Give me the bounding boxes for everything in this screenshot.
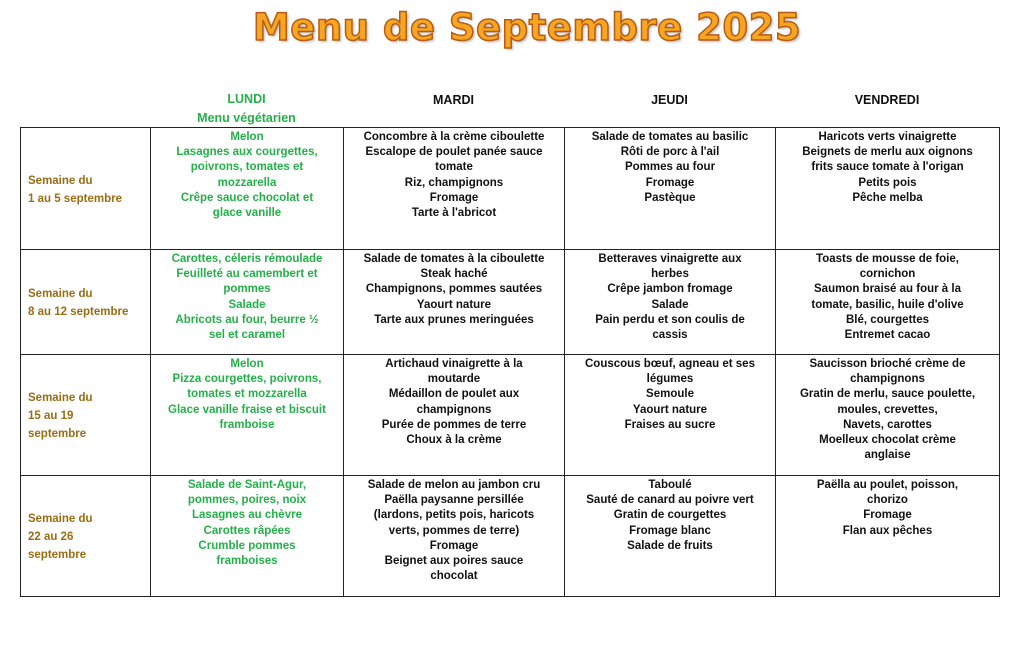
menu-item-line: Carottes, céleris rémoulade: [171, 253, 323, 265]
week-label-cell: [21, 128, 151, 250]
menu-item-line: Paëlla paysanne persillée: [384, 494, 524, 507]
week-row: [21, 128, 1000, 250]
menu-item-line: Champignons, pommes sautées: [365, 283, 543, 296]
menu-item-line: pommes: [223, 283, 271, 296]
menu-item-line: champignons: [416, 403, 492, 416]
menu-item-line: mozzarella: [217, 176, 277, 189]
vendredi-cell: [776, 128, 1000, 250]
week-label-line: 22 au 26: [28, 531, 74, 543]
menu-item-line: Beignet aux poires sauce: [384, 555, 524, 568]
mardi-cell: [344, 355, 565, 476]
week-label-line: septembre: [28, 549, 87, 561]
menu-item-line: Fromage: [863, 509, 912, 522]
week-label-line: Semaine du: [28, 174, 93, 187]
week-row: [21, 476, 1000, 597]
vendredi-cell: [776, 250, 1000, 355]
menu-item-line: Lasagnes aux courgettes,: [176, 146, 318, 159]
menu-item-line: Pizza courgettes, poivrons,: [172, 373, 322, 386]
menu-item-line: Betteraves vinaigrette aux: [598, 253, 742, 265]
menu-item-line: Crêpe sauce chocolat et: [180, 191, 314, 204]
menu-item-line: Semoule: [646, 388, 694, 401]
menu-item-line: Artichaud vinaigrette à la: [385, 358, 523, 370]
menu-item-line: Riz, champignons: [404, 176, 504, 189]
vendredi-cell: [776, 355, 1000, 476]
menu-item-line: Steak haché: [420, 268, 488, 281]
menu-item-line: Tarte aux prunes meringuées: [374, 313, 534, 326]
jeudi-cell: [565, 128, 776, 250]
menu-item-line: Lasagnes au chèvre: [192, 509, 302, 522]
header-jeudi: JEUDI: [651, 93, 688, 107]
menu-item-line: Concombre à la crème ciboulette: [363, 131, 545, 143]
menu-item-line: Tarte à l'abricot: [411, 207, 497, 220]
menu-item-line: Petits pois: [858, 176, 917, 189]
menu-item-line: verts, pommes de terre): [388, 524, 520, 537]
mardi-cell: [344, 250, 565, 355]
week-label-cell: [21, 250, 151, 355]
menu-item-line: framboises: [216, 555, 278, 568]
mardi-cell: [344, 476, 565, 597]
menu-item-line: Paëlla au poulet, poisson,: [816, 479, 959, 491]
page-title: Menu de Septembre 2025: [252, 6, 802, 49]
week-row: [21, 355, 1000, 476]
lundi-cell: [151, 250, 344, 355]
menu-item-line: Crêpe jambon fromage: [607, 283, 733, 296]
menu-item-line: Flan aux pêches: [842, 524, 933, 537]
menu-item-line: Choux à la crème: [406, 434, 502, 447]
week-row: [21, 250, 1000, 355]
menu-item-line: Saucisson brioché crème de: [809, 358, 966, 370]
menu-item-line: (lardons, petits pois, haricots: [373, 509, 535, 522]
week-label-line: 1 au 5 septembre: [28, 192, 122, 205]
menu-item-line: Salade: [651, 298, 689, 311]
menu-item-line: Blé, courgettes: [845, 313, 930, 326]
jeudi-cell: [565, 250, 776, 355]
menu-item-line: moules, crevettes,: [837, 403, 938, 416]
menu-item-line: Haricots verts vinaigrette: [818, 131, 957, 143]
menu-item-line: pommes, poires, noix: [187, 494, 307, 507]
menu-item-line: Toasts de mousse de foie,: [816, 253, 959, 265]
menu-item-line: tomate, basilic, huile d'olive: [811, 298, 964, 311]
menu-item-line: Fromage: [645, 176, 695, 189]
menu-item-line: Rôti de porc à l'ail: [620, 146, 720, 159]
menu-item-line: Salade de tomates à la ciboulette: [363, 253, 545, 265]
menu-item-line: Glace vanille fraise et biscuit: [168, 403, 326, 416]
menu-item-line: Entremet cacao: [844, 329, 931, 342]
menu-item-line: Melon: [230, 131, 264, 143]
menu-item-line: glace vanille: [212, 207, 282, 220]
menu-item-line: Purée de pommes de terre: [381, 418, 527, 431]
menu-item-line: Salade: [228, 298, 266, 311]
menu-item-line: poivrons, tomates et: [190, 161, 304, 174]
menu-item-line: framboise: [219, 418, 275, 431]
week-label-line: Semaine du: [28, 392, 93, 404]
jeudi-cell: [565, 355, 776, 476]
menu-item-line: Sauté de canard au poivre vert: [586, 494, 754, 507]
week-label-line: 8 au 12 septembre: [28, 306, 129, 318]
menu-item-line: Yaourt nature: [416, 298, 492, 311]
menu-item-line: Fromage: [429, 191, 479, 204]
menu-item-line: Salade de tomates au basilic: [591, 131, 749, 143]
menu-item-line: Crumble pommes: [198, 539, 296, 552]
menu-item-line: cassis: [652, 329, 688, 342]
menu-item-line: Pain perdu et son coulis de: [595, 313, 745, 326]
menu-table-body: [21, 128, 1000, 597]
menu-item-line: Fraises au sucre: [624, 418, 716, 431]
menu-item-line: Yaourt nature: [632, 403, 708, 416]
menu-item-line: moutarde: [427, 373, 481, 386]
menu-item-line: Pêche melba: [852, 191, 923, 204]
menu-item-line: Feuilleté au camembert et: [176, 268, 318, 281]
menu-item-line: Fromage blanc: [629, 524, 711, 537]
menu-item-line: Salade de melon au jambon cru: [367, 479, 541, 491]
menu-item-line: chorizo: [867, 494, 908, 507]
week-label-line: Semaine du: [28, 288, 93, 300]
menu-item-line: Médaillon de poulet aux: [388, 388, 520, 401]
menu-item-line: Beignets de merlu aux oignons: [802, 146, 973, 159]
week-label-cell: [21, 355, 151, 476]
menu-item-line: Saumon braisé au four à la: [814, 283, 961, 296]
lundi-vegetarian-note: Menu végétarien: [197, 111, 296, 125]
week-label-line: 15 au 19: [28, 410, 74, 422]
vendredi-cell: [776, 476, 1000, 597]
menu-item-line: frits sauce tomate à l'origan: [811, 161, 964, 174]
menu-item-line: tomates et mozzarella: [187, 388, 307, 401]
header-lundi: [150, 90, 343, 128]
menu-item-line: Taboulé: [648, 479, 692, 491]
menu-item-line: Escalope de poulet panée sauce: [365, 146, 543, 159]
week-label-cell: [21, 476, 151, 597]
menu-item-line: Salade de Saint-Agur,: [187, 479, 307, 491]
mardi-cell: [344, 128, 565, 250]
menu-item-line: sel et caramel: [208, 329, 286, 342]
menu-table: [20, 127, 1000, 597]
menu-item-line: champignons: [850, 373, 925, 386]
menu-item-line: cornichon: [859, 268, 916, 281]
menu-item-line: Moelleux chocolat crème: [819, 434, 956, 447]
menu-item-line: Gratin de courgettes: [613, 509, 727, 522]
menu-item-line: anglaise: [864, 449, 911, 462]
menu-item-line: Carottes râpées: [203, 524, 291, 537]
header-vendredi: VENDREDI: [854, 93, 920, 107]
menu-item-line: Pommes au four: [624, 161, 716, 174]
week-label-line: Semaine du: [28, 513, 93, 525]
lundi-cell: [151, 128, 344, 250]
menu-item-line: Fromage: [429, 539, 479, 552]
week-label-line: septembre: [28, 428, 87, 440]
menu-item-line: chocolat: [430, 570, 478, 583]
menu-item-line: légumes: [646, 373, 694, 386]
menu-item-line: Melon: [230, 358, 264, 370]
lundi-cell: [151, 476, 344, 597]
day-label-lundi: LUNDI: [227, 92, 266, 106]
menu-item-line: Abricots au four, beurre ½: [175, 313, 319, 326]
menu-item-line: Salade de fruits: [627, 539, 713, 552]
menu-item-line: Navets, carottes: [843, 418, 932, 431]
lundi-cell: [151, 355, 344, 476]
jeudi-cell: [565, 476, 776, 597]
menu-item-line: Gratin de merlu, sauce poulette,: [799, 388, 976, 401]
menu-item-line: Couscous bœuf, agneau et ses: [585, 358, 755, 370]
menu-item-line: Pastèque: [644, 191, 696, 204]
menu-item-line: tomate: [435, 161, 473, 174]
header-mardi: MARDI: [433, 93, 474, 107]
menu-item-line: herbes: [651, 268, 689, 281]
